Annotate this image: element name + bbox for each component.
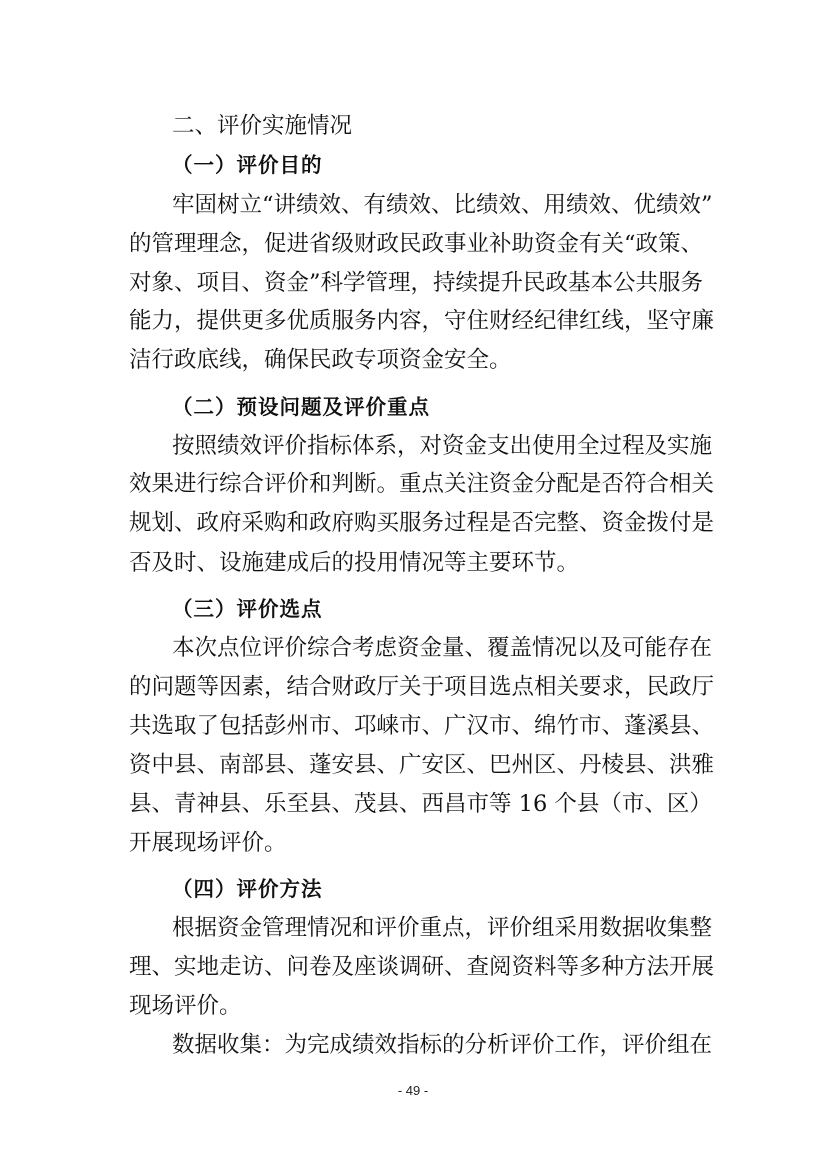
subsection-title-site-selection: （三）评价选点 [172, 597, 323, 621]
paragraph-line: 共选取了包括彭州市、邛崃市、广汉市、绵竹市、蓬溪县、 [129, 713, 715, 739]
paragraph-line: 能力，提供更多优质服务内容，守住财经纪律红线，坚守廉 [129, 308, 715, 334]
paragraph-line: 否及时、设施建成后的投用情况等主要环节。 [129, 550, 580, 576]
section-title: 二、评价实施情况 [172, 113, 353, 139]
subsection-title-issues: （二）预设问题及评价重点 [172, 395, 430, 419]
paragraph-line: 的管理理念，促进省级财政民政事业补助资金有关“政策、 [129, 231, 704, 257]
paragraph-line: 本次点位评价综合考虑资金量、覆盖情况以及可能存在 [172, 635, 713, 661]
paragraph-line: 效果进行综合评价和判断。重点关注资金分配是否符合相关 [129, 471, 715, 497]
paragraph-line: 现场评价。 [129, 993, 242, 1019]
paragraph-line: 理、实地走访、问卷及座谈调研、查阅资料等多种方法开展 [129, 954, 715, 980]
paragraph-line: 按照绩效评价指标体系，对资金支出使用全过程及实施 [172, 433, 713, 459]
paragraph-line: 牢固树立“讲绩效、有绩效、比绩效、用绩效、优绩效” [172, 192, 713, 218]
subsection-title-purpose: （一）评价目的 [172, 153, 323, 177]
paragraph-line: 资中县、南部县、蓬安县、广安区、巴州区、丹棱县、洪雅 [129, 752, 715, 778]
paragraph-line: 根据资金管理情况和评价重点，评价组采用数据收集整 [172, 915, 713, 941]
paragraph-line: 的问题等因素，结合财政厅关于项目选点相关要求，民政厅 [129, 674, 715, 700]
subsection-title-methods: （四）评价方法 [172, 877, 323, 901]
paragraph-line: 规划、政府采购和政府购买服务过程是否完整、资金拨付是 [129, 510, 715, 536]
paragraph-line: 开展现场评价。 [129, 830, 287, 856]
paragraph-line: 洁行政底线，确保民政专项资金安全。 [129, 347, 512, 373]
page-number: - 49 - [397, 1083, 429, 1098]
paragraph-line: 县、青神县、乐至县、茂县、西昌市等 16 个县（市、区） [129, 791, 712, 817]
paragraph-line: 对象、项目、资金”科学管理，持续提升民政基本公共服务 [129, 270, 704, 296]
paragraph-line: 数据收集：为完成绩效指标的分析评价工作，评价组在 [172, 1032, 713, 1058]
